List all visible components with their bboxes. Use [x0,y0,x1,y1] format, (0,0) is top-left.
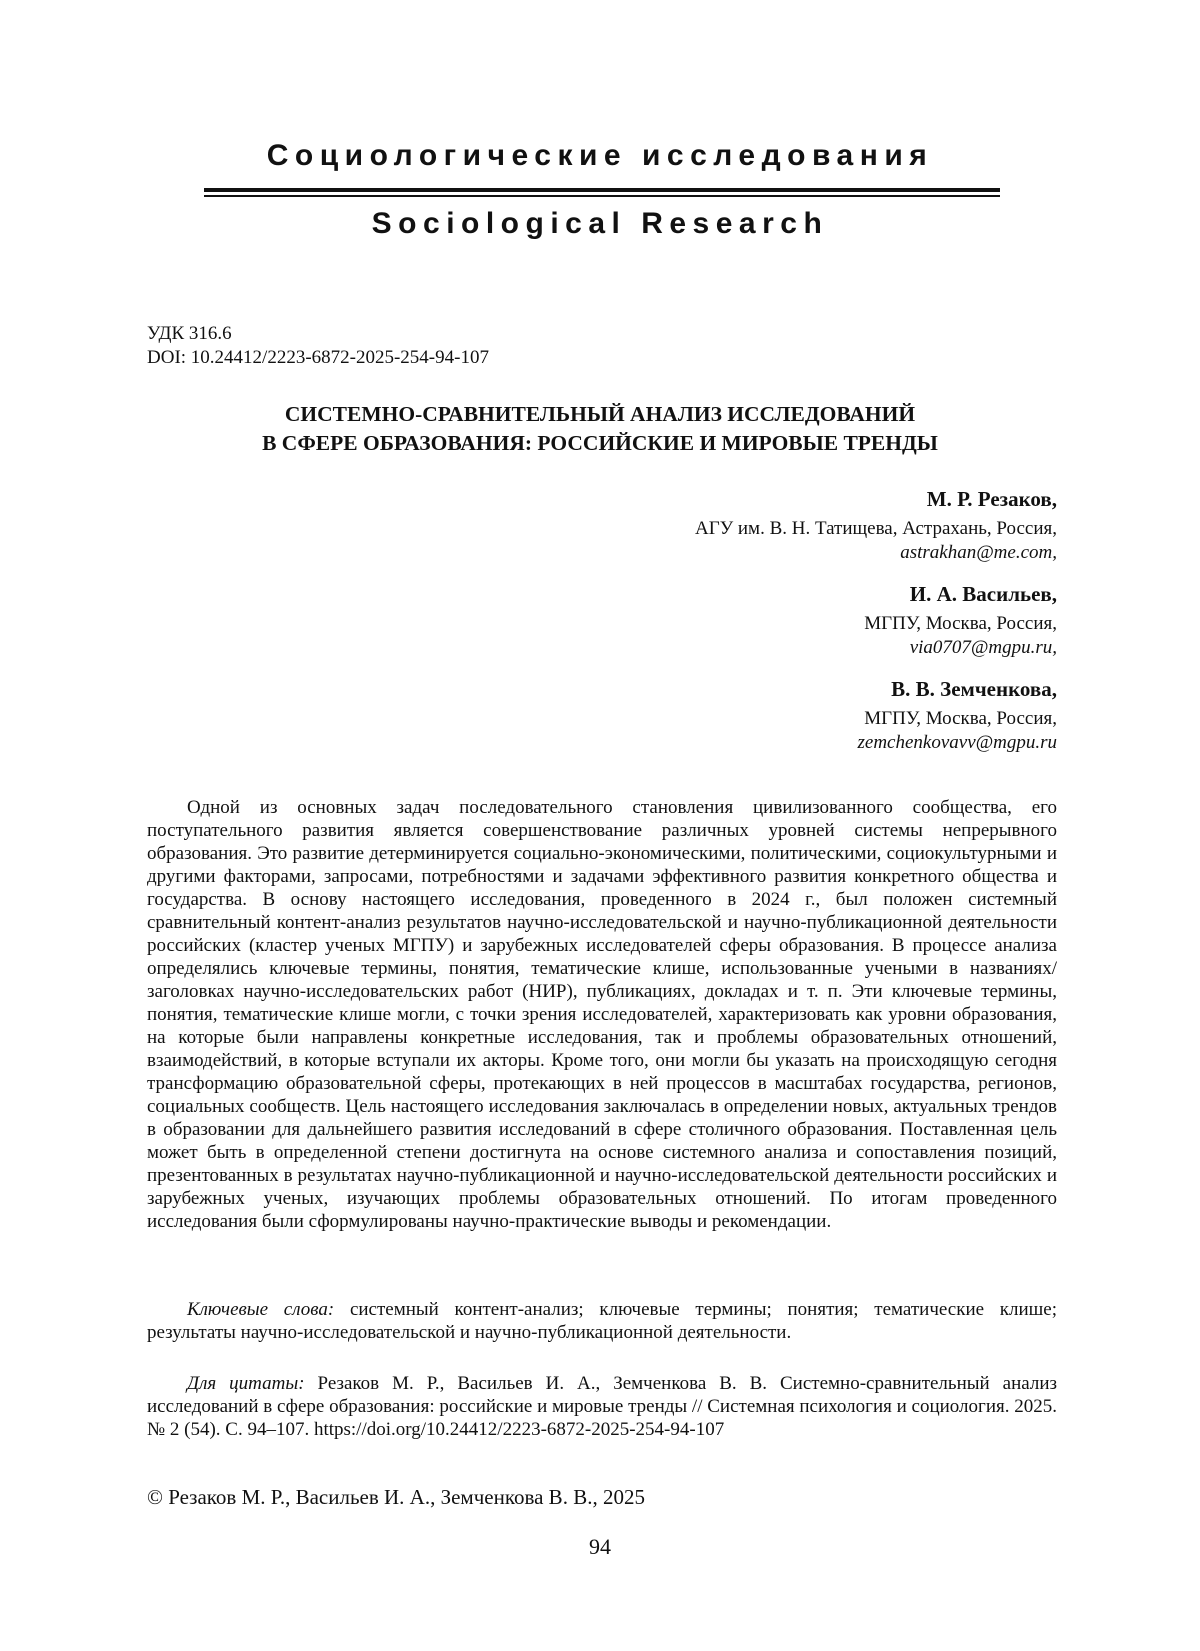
doi: DOI: 10.24412/2223-6872-2025-254-94-107 [147,347,489,368]
citation-text: Резаков М. Р., Васильев И. А., Земченкова В. В. Системно-сравнительный анализ исследований в сфере образования: российские и мировые тренды // Системная психология и социология. 2025. № 2 (54). С. 94–107. https://doi.org/10.24412/2223-6872-2025-254-94-107 [147,1373,1057,1440]
journal-section-title-ru: Социологические исследования [266,139,934,172]
author-block [357,582,1057,660]
article-title-line-1: СИСТЕМНО-СРАВНИТЕЛЬНЫЙ АНАЛИЗ ИССЛЕДОВАНИЙ [284,402,916,426]
article-title-line-2: В СФЕРЕ ОБРАЗОВАНИЯ: РОССИЙСКИЕ И МИРОВЫЕ ТРЕНДЫ [262,431,938,455]
author-block [357,487,1057,565]
citation [147,1372,1057,1441]
citation-label: Для цитаты: [187,1373,318,1394]
article-meta [147,322,489,370]
author-name: В. В. Земченкова, [891,677,1057,701]
author-block [357,677,1057,755]
author-email: zemchenkovavv@mgpu.ru [857,732,1057,753]
author-affiliation: МГПУ, Москва, Россия, [864,708,1057,729]
page-number: 94 [589,1534,611,1559]
header-rule-thin [204,195,1000,197]
author-affiliation: МГПУ, Москва, Россия, [864,613,1057,634]
author-name: И. А. Васильев, [909,582,1057,606]
keywords-label: Ключевые слова: [187,1299,350,1320]
udk-code: УДК 316.6 [147,323,232,344]
article-title [140,400,1060,458]
author-email: astrakhan@me.com, [900,542,1057,563]
author-name: М. Р. Резаков, [926,487,1057,511]
author-list [357,487,1057,772]
author-email: via0707@mgpu.ru, [909,637,1057,658]
journal-section-title-en: Sociological Research [371,207,829,240]
keywords-text: системный контент-анализ; ключевые термины; понятия; тематические клише; результаты научно-исследовательской и научно-публикационной деятельности. [147,1299,1057,1343]
abstract [147,796,1057,1233]
abstract-text: Одной из основных задач последовательного становления цивилизованного сообщества, его поступательного развития является совершенствование различных уровней системы непрерывного образования. Это развитие детерминируется социально-экономическими, политическими, социокультурными и другими факторами, запросами, потребностями и задачами эффективного развития конкретного общества и государства. В основу настоящего исследования, проведенного в 2024 г., был положен системный сравнительный контент-анализ результатов научно-исследовательской и научно-публикационной деятельности российских (кластер ученых МГПУ) и зарубежных исследователей сферы образования. В процессе анализа определялись ключевые термины, понятия, тематические клише, использованные учеными в названиях/заголовках научно-исследовательских работ (НИР), публикациях, докладах и т. п. Эти ключевые термины, понятия, тематические клише могли, с точки зрения исследователей, характеризовать как уровни образования, на которые были направлены конкретные исследования, так и проблемы образовательных отношений, взаимодействий, в которые вступали их акторы. Кроме того, они могли бы указать на происходящую сегодня трансформацию образовательной сферы, протекающих в ней процессов в масштабах государства, регионов, социальных сообществ. Цель настоящего исследования заключалась в определении новых, актуальных трендов в образовании для дальнейшего развития исследований в сфере столичного образования. Поставленная цель может быть в определенной степени достигнута на основе системного анализа и сопоставления позиций, презентованных в результатах научно-публикационной и научно-исследовательской деятельности российских и зарубежных ученых, изучающих проблемы образовательных отношений. По итогам проведенного исследования были сформулированы научно-практические выводы и рекомендации. [147,797,1057,1232]
keywords [147,1298,1057,1344]
author-affiliation: АГУ им. В. Н. Татищева, Астрахань, Россия, [694,518,1057,539]
header-rule-thick [204,188,1000,192]
copyright-notice: © Резаков М. Р., Васильев И. А., Земченкова В. В., 2025 [147,1485,645,1509]
